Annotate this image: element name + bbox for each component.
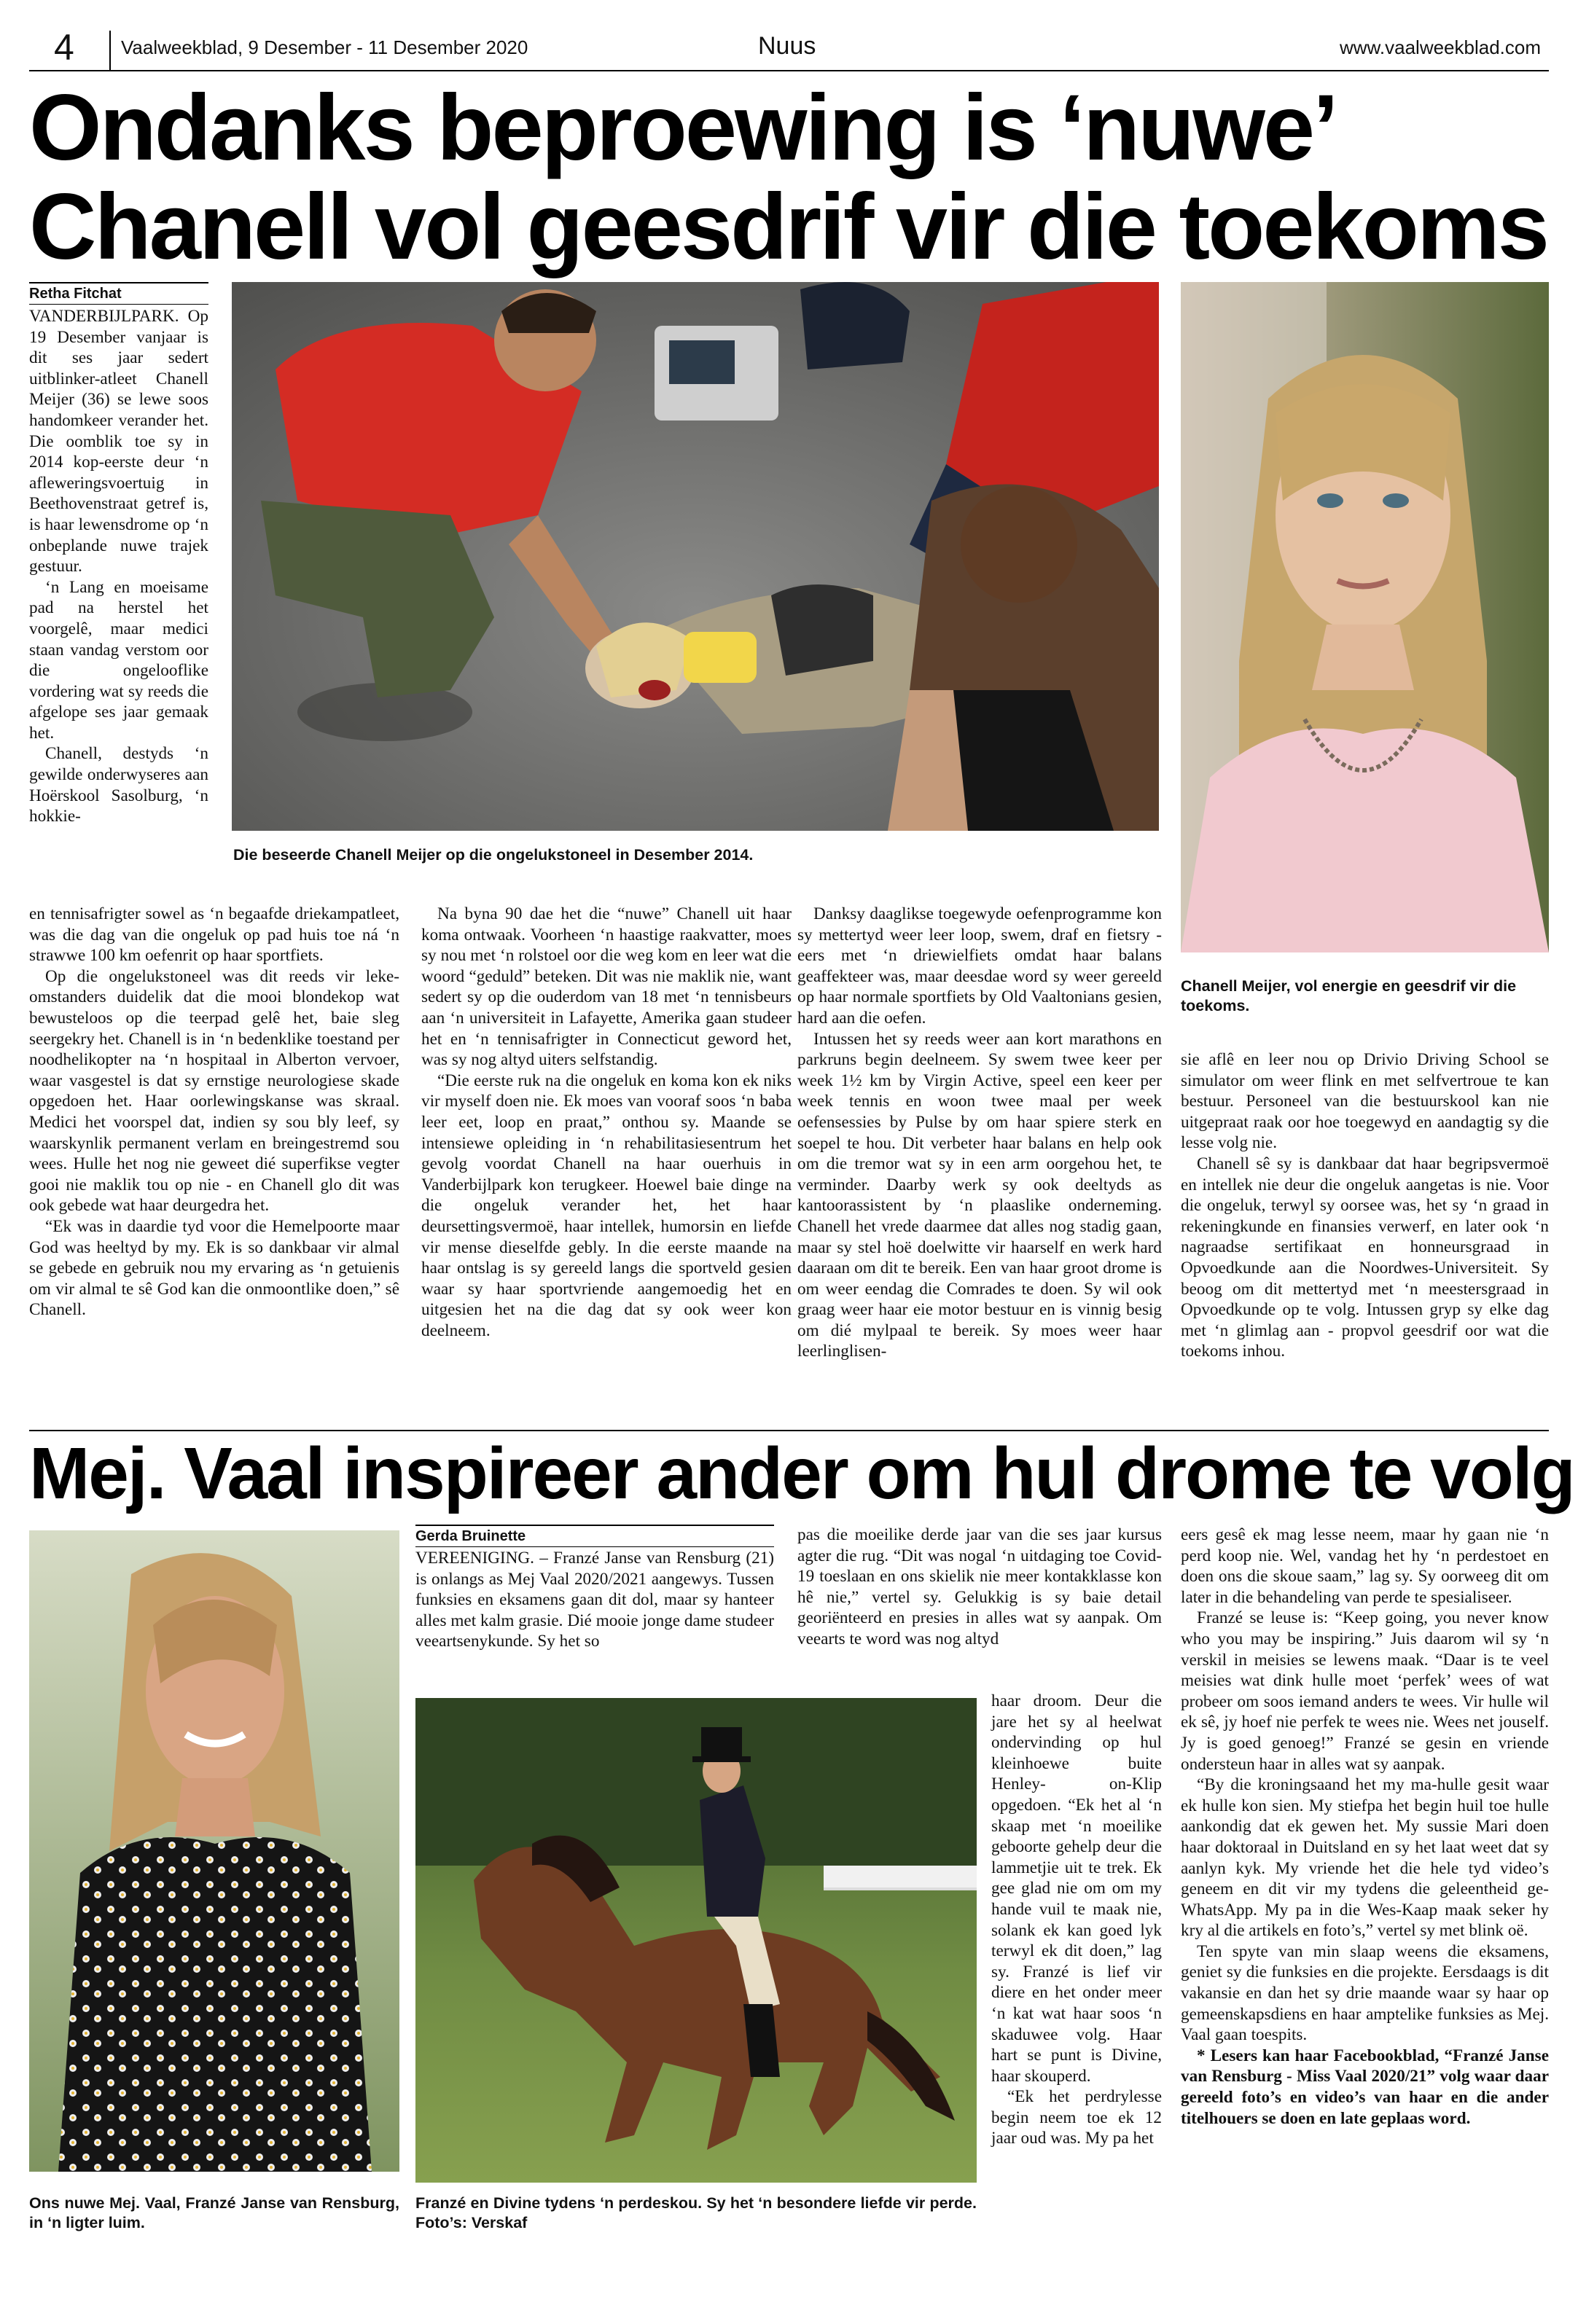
article1-paragraph: Chanell sê sy is dankbaar dat haar begripsvermoë en intellek nie deur die ongeluk aangetas is nie. Voor die ongeluk, terwyl sy oorsee was, het sy ‘n graad in rekeningkunde en finansies verwerf, en later ook ‘n nagraadse sertifikaat en honneursgraad in Opvoedkunde aan die Noordwes-Universiteit. Sy beoog om dit mettertyd met ‘n meestersgraad in Opvoedkunde op te volg. Intussen gryp sy elke dag met ‘n glimlag aan - propvol geesdrif oor wat die toekoms inhou. xyxy=(1181,1154,1549,1361)
article1-headline-line1: Ondanks beproewing is ‘nuwe’ xyxy=(29,76,1337,180)
header-divider xyxy=(109,31,111,71)
article1-paragraph: Chanell, destyds ‘n gewilde onderwyseres aan Hoërskool Sasolburg, ‘n hokkie- xyxy=(29,744,208,826)
publication-date: Vaalweekblad, 9 Desember - 11 Desember 2020 xyxy=(121,36,528,58)
article1-column1-narrow xyxy=(29,306,208,827)
article1-paragraph: “Die eerste ruk na die ongeluk en koma kon ek niks vir myself doen nie. Ek moes van vooraf soos ‘n baba leer eet, loop en praat,” onthou sy. Maande se intensiewe opleiding in ‘n rehabilitasiesentrum het gevolg voordat Chanell na haar ouerhuis in Vanderbijlpark kon terugkeer. Hoewel baie dinge na die ongeluk verander het, het haar deursettingsvermoë, haar intellek, humorsin en liefde vir mense dieselfde gebly. In die eerste maande na haar ontslag is sy gereeld langs die sportveld gesien waar sy haar sportvriende aangemoedig het en uitgesien het na die dag dat sy ook weer kon deelneem. xyxy=(421,1071,792,1340)
article1-paragraph: “Ek was in daardie tyd voor die Hemelpoorte maar God was heeltyd by my. Ek is so dankbaar vir almal se gebede en gebruik nou my ervaring as ‘n getuienis om vir almal te sê God kan die onmoontlike doen,” sê Chanell. xyxy=(29,1216,399,1320)
article1-paragraph: Danksy daaglikse toegewyde oefenprogramme kon sy mettertyd weer leer loop, swem, draf en fietsry - eers met ‘n driewielfiets omdat haar balans geaffekteer was, maar deesdae word sy weer gereeld op haar normale sportfiets by Old Vaaltonians gesien, hard aan die oefen. xyxy=(797,904,1162,1028)
article1-byline: Retha Fitchat xyxy=(29,282,208,305)
article1-headline-line2: Chanell vol geesdrif vir die toekoms xyxy=(29,175,1547,279)
article2-paragraph: Franzé se leuse is: “Keep going, you never know who you may be inspiring.” Juis daarom wil sy ‘n verskil in meisies se lewens maak. “Daar is te veel meisies wat dink hulle moet ‘perfek’ wees of wat probeer om soos iemand anders te wees. Vir hulle wil ek sê, jy hoef nie perfek te wees nie. Wees net jouself. Jy is goed genoeg!” Franzé se gesin en vriende ondersteun haar in alles wat sy aanpak. xyxy=(1181,1608,1549,1774)
section-label: Nuus xyxy=(758,32,816,60)
miss-vaal-photo-caption: Ons nuwe Mej. Vaal, Franzé Janse van Rensburg, in ‘n ligter luim. xyxy=(29,2194,399,2231)
article2-column3 xyxy=(1181,1525,1549,2129)
section-divider xyxy=(29,1430,1549,1431)
horse-photo-caption: Franzé en Divine tydens ‘n perdeskou. Sy het ‘n besondere liefde vir perde. Foto’s: Verskaf xyxy=(415,2194,977,2231)
article2-reader-note: * Lesers kan haar Facebookblad, “Franzé Janse van Rensburg - Miss Vaal 2020/21” volg waar daar gereeld foto’s en video’s van haar en die ander titelhouers se doen en late geplaas word. xyxy=(1181,2046,1549,2128)
article1-column4 xyxy=(1181,1049,1549,1362)
article1-paragraph: Na byna 90 dae het die “nuwe” Chanell uit haar koma ontwaak. Voorheen ‘n haastige raakvatter, moes sy nou met ‘n rolstoel oor die weg kom en leer wat die woord “geduld” beteken. Dit was nie maklik nie, want sedert sy op die ouderdom van 18 met ‘n tennisbeurs aan ‘n universiteit in Lafayette, Amerika gaan studeer het en ‘n tennisafrigter in Connecticut geword het, was sy nog altyd uiters selfstandig. xyxy=(421,904,792,1070)
website: www.vaalweekblad.com xyxy=(1340,36,1542,58)
article1-intro: VANDERBIJLPARK. Op 19 Desember vanjaar is dit ses jaar sedert uitblinker-atleet Chanell Meijer (36) se lewe soos handomkeer verander het. Die oomblik toe sy in 2014 kop-eerste deur ‘n afleweringsvoertuig in Beethovenstraat getref is, is haar lewensdrome op ‘n onbeplande nuwe trajek gestuur. xyxy=(29,307,208,576)
page-number: 4 xyxy=(54,27,74,68)
article1-paragraph: en tennisafrigter sowel as ‘n begaafde driekampatleet, was die dag van die ongeluk op pad huis toe ná ‘n strawwe 100 km oefenrit op haar sportfiets. xyxy=(29,904,399,966)
portrait-photo-caption: Chanell Meijer, vol energie en geesdrif vir die toekoms. xyxy=(1181,977,1517,1014)
article2-column2 xyxy=(797,1525,1162,1650)
horse-show-photo xyxy=(415,1698,977,2183)
article2-intro: VEREENIGING. – Franzé Janse van Rensburg (21) is onlangs as Mej Vaal 2020/2021 aangewys. Tussen funksies en eksamens gaan dit dol, maar sy hanteer alles met kalm grasie. Dié mooie jonge dame studeer veeartsenykunde. Sy het so xyxy=(415,1549,774,1651)
article2-paragraph: “Ek het perdrylesse begin neem toe ek 12 jaar oud was. My pa het xyxy=(991,2087,1162,2148)
article1-paragraph: ‘n Lang en moeisame pad na herstel het voorgelê, maar medici staan vandag verstom oor die ongelooflike vordering wat sy reeds die afgelope ses jaar gemaak het. xyxy=(29,577,208,743)
article1-column3 xyxy=(797,904,1162,1362)
article2-column1 xyxy=(415,1548,774,1652)
accident-photo-caption: Die beseerde Chanell Meijer op die ongelukstoneel in Desember 2014. xyxy=(233,846,754,864)
article1-column2 xyxy=(421,904,792,1341)
article2-paragraph: Ten spyte van min slaap weens die eksamens, geniet sy die funksies en die projekte. Eersdaags is dit vakansie en dan het sy drie maande waar sy haar op gemeenskapsdiens en haar amptelike funksies as Mej. Vaal gaan toespits. xyxy=(1181,1941,1549,2045)
article2-column2-narrow xyxy=(991,1691,1162,2149)
article1-paragraph: Intussen het sy reeds weer aan kort marathons en parkruns begin deelneem. Sy swem twee keer per week 1½ km by Virgin Active, speel een keer per week tennis en woon twee maal per week oefensessies by Pulse by om haar spiere sterk en soepel te hou. Dit verbeter haar balans en help ook om die tremor wat sy in een arm oorgehou het, te verminder. Daarby werk sy ook deeltyds as kantoorassistent by ‘n plaaslike onderneming. Chanell het vrede daarmee dat alles nog stadig gaan, maar sy stel hoë doelwitte vir haarself en werk hard daaraan om dit te bereik. Een van haar groot drome is om weer eendag die Comrades te doen. Sy wil ook graag weer haar eie motor bestuur en is vinnig besig om dié mylpaal te bereik. Sy moes weer haar leerlinglisen- xyxy=(797,1029,1162,1361)
article1-paragraph: Op die ongelukstoneel was dit reeds vir leke-omstanders duidelik dat die mooi blondekop wat bewusteloos op die teerpad gelê het, baie sleg seergekry het. Chanell is in ‘n bedenklike toestand per noodhelikopter na ‘n hospitaal in Alberton vervoer, waar vasgestel is dat sy ernstige neurologiese skade opgedoen het. Haar oorlewingskanse was skraal. Medici het voorspel dat, indien sy sou bly leef, sy waarskynlik permanent verlam en breingestremd sou wees. Hulle het nog nie geweet dié superfikse vegter gooi nie maklik tou op nie - en Chanell glo dit was ook gebede wat haar deurgedra het. xyxy=(29,966,399,1216)
article2-paragraph: eers gesê ek mag lesse neem, maar hy gaan nie ‘n perd koop nie. Wel, vandag het hy ‘n perdestoet en doen ons die skoue saam,” lag sy. Sy oorweeg dit om later in die behandeling van perde te spesialiseer. xyxy=(1181,1525,1549,1607)
article2-paragraph: pas die moeilike derde jaar van die ses jaar kursus agter die rug. “Dit was nogal ‘n uitdaging toe Covid-19 toeslaan en ons skielik nie meer kontakklasse kon hê nie,” vertel sy. Gelukkig is sy baie detail georiënteerd en presies in alles wat sy aanpak. Om veearts te word was nog altyd xyxy=(797,1525,1162,1648)
article2-paragraph: haar droom. Deur die jare het sy al heelwat ondervinding op hul kleinhoewe buite Henley- on-Klip opgedoen. “Ek het al ‘n skaap met ‘n moeilike geboorte gehelp deur die lammetjie uit te trek. Ek gee glad nie om om my hande vuil te maak nie, solank ek kan goed lyk terwyl ek dit doen,” lag sy. Franzé is lief vir diere en het onder meer ‘n kat wat haar soos ‘n skaduwee volg. Haar hart se punt is Divine, haar skouperd. xyxy=(991,1691,1162,2086)
miss-vaal-photo xyxy=(29,1530,399,2172)
article2-paragraph: “By die kroningsaand het my ma-hulle gesit waar ek hulle kon sien. My stiefpa het begin huil toe hulle aankondig dat ek gewen het. My sussie Mari doen haar doktoraal in Duitsland en sy het laat weet dat sy aanlyn kyk. My vriende het die hele tyd video’s geneem en dit vir my tydens die geleentheid ge-WhatsApp. My pa in die Wes-Kaap maak seker hy kry al die artikels en foto’s,” vertel sy met blink oë. xyxy=(1181,1775,1549,1941)
article1-paragraph: sie aflê en leer nou op Drivio Driving School se simulator om weer flink en met selfvertroue te kan bestuur. Personeel van die bestuurskool kan nie uitgepraat raak oor hoe toegewyd en aandagtig sy die lesse volg nie. xyxy=(1181,1050,1549,1153)
accident-scene-photo xyxy=(232,282,1159,831)
header-rule xyxy=(29,70,1549,71)
article1-column1-wide xyxy=(29,904,399,1321)
article2-byline: Gerda Bruinette xyxy=(415,1525,774,1547)
article2-headline: Mej. Vaal inspireer ander om hul drome te volg xyxy=(29,1433,1574,1514)
portrait-photo xyxy=(1181,282,1549,952)
